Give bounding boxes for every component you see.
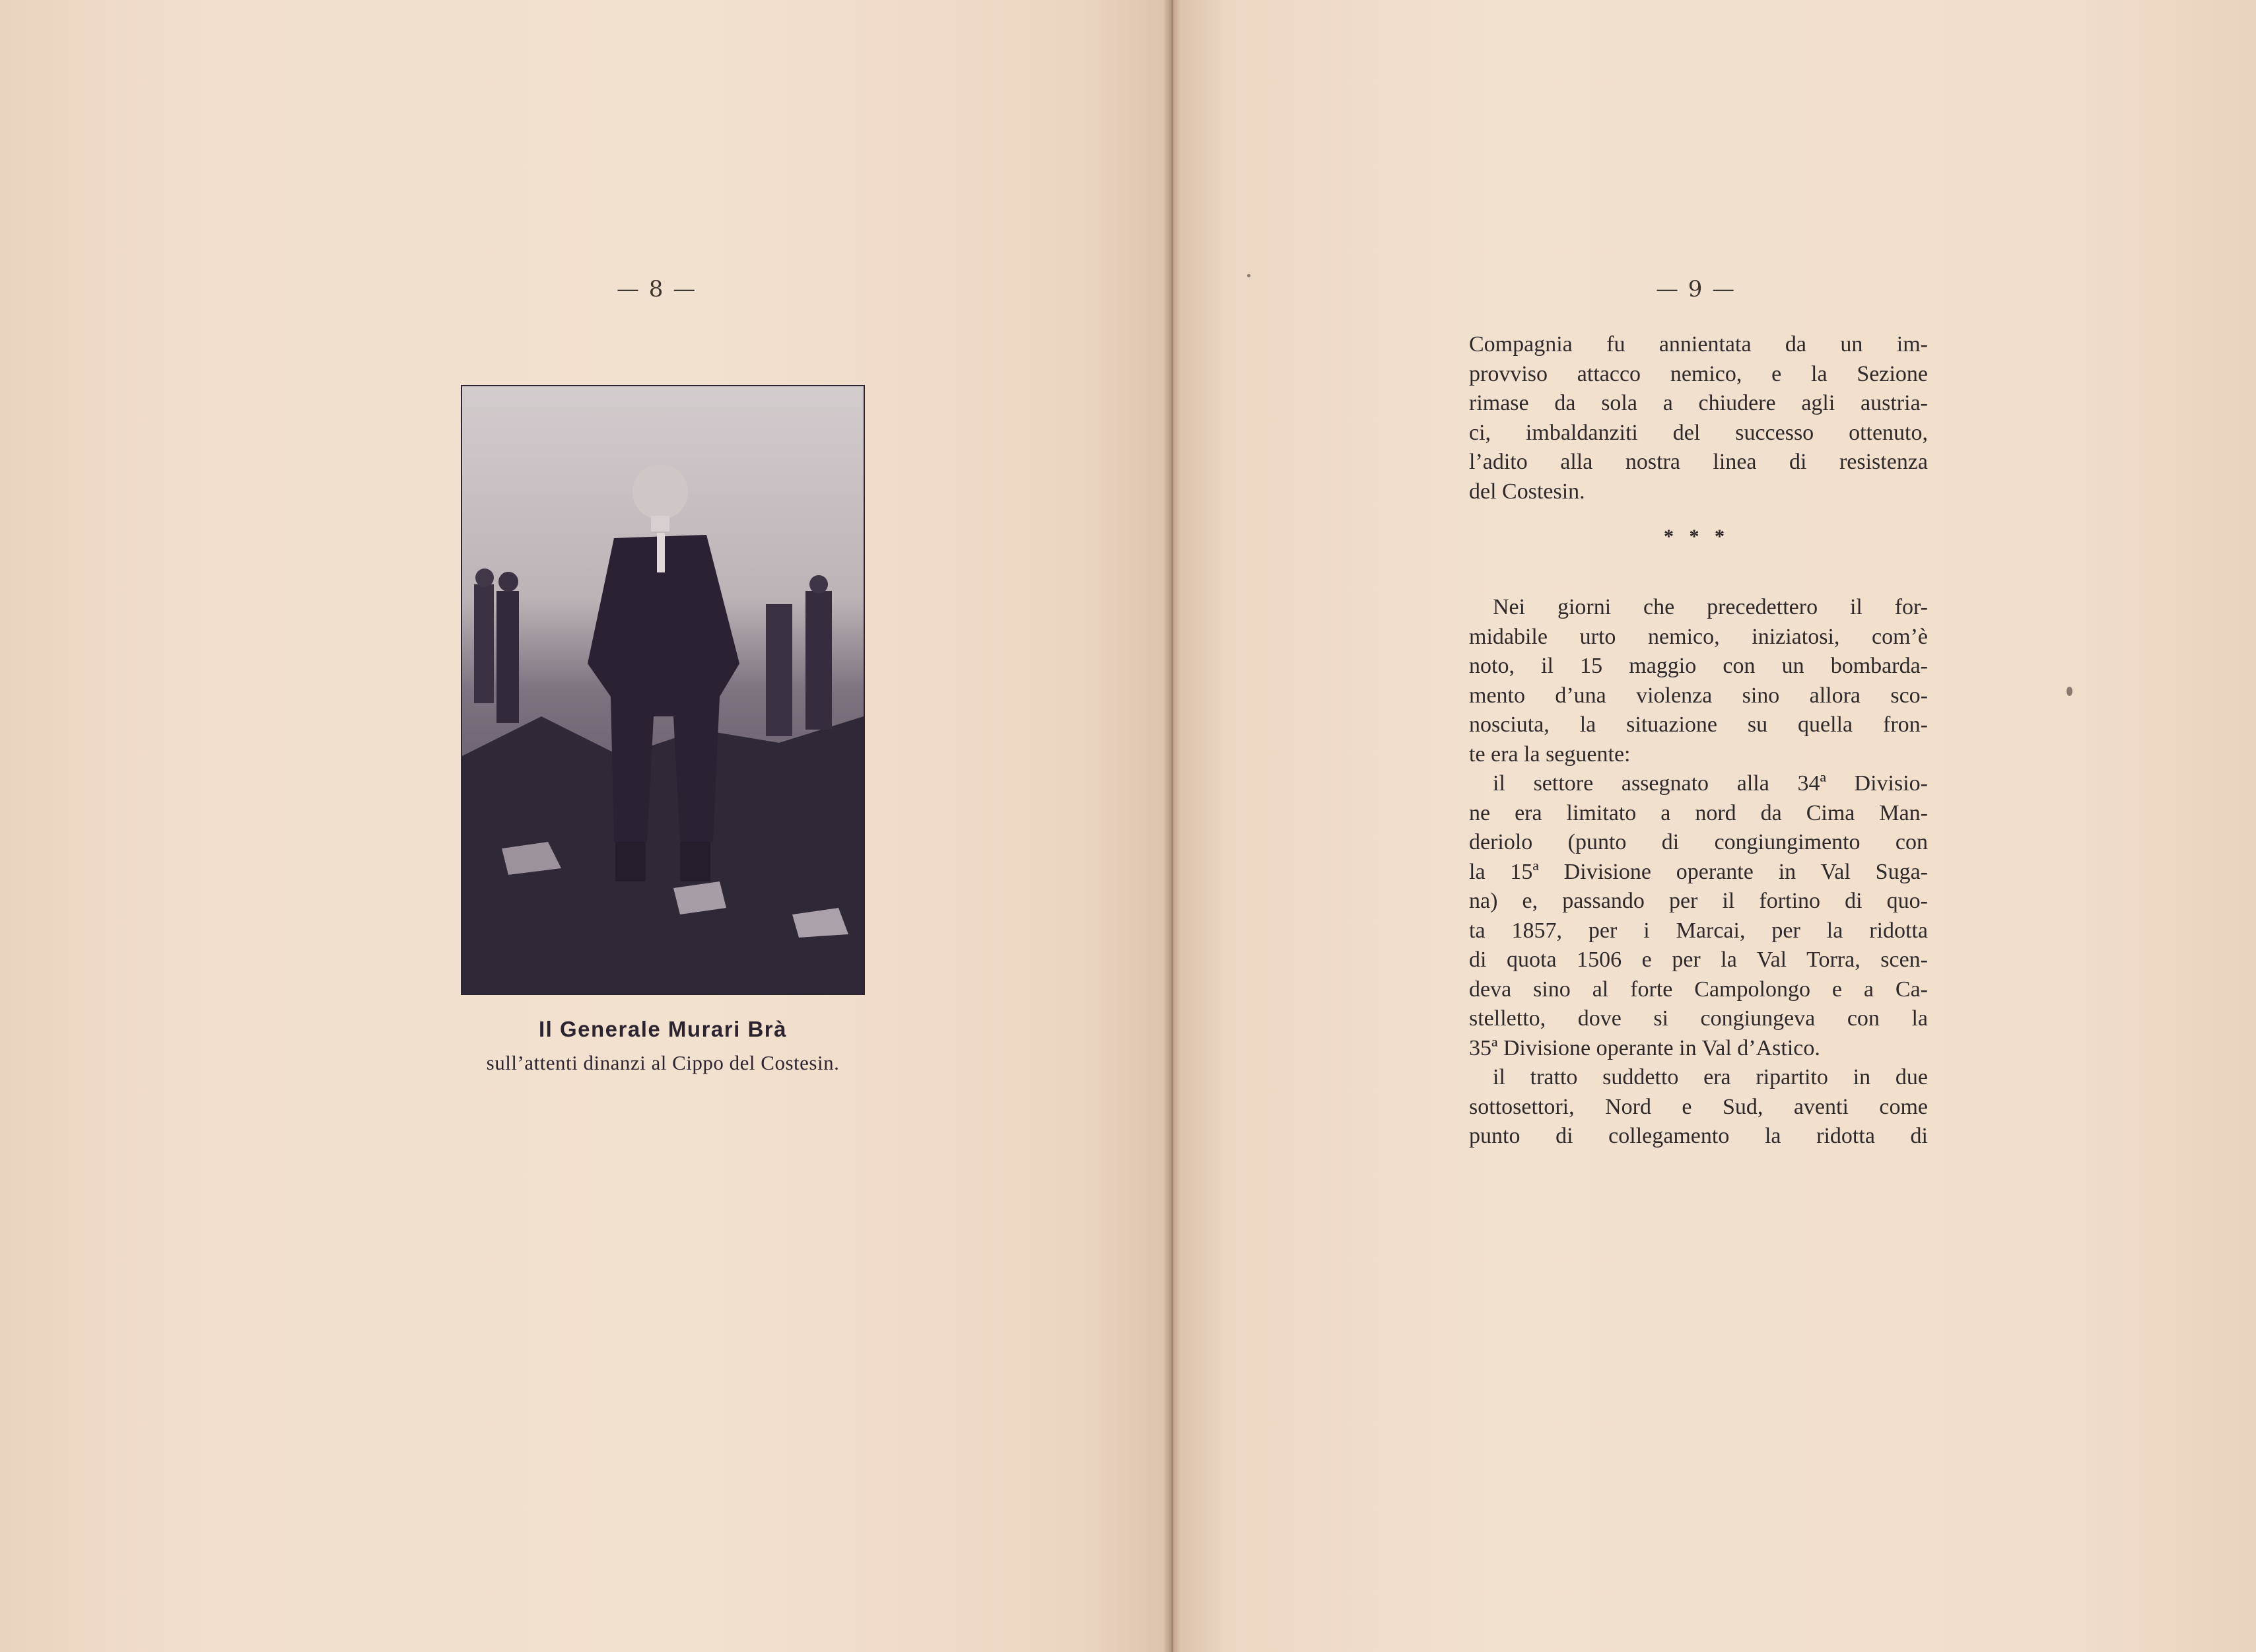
photo-caption-title: Il Generale Murari Brà: [539, 1017, 787, 1041]
text-line: midabile urto nemico, iniziatosi, com’è: [1469, 624, 1928, 649]
text-line: ci, imbaldanziti del successo ottenuto,: [1469, 420, 1928, 445]
text-line: provviso attacco nemico, e la Sezione: [1469, 361, 1928, 386]
text-line: sottosettori, Nord e Sud, aventi come: [1469, 1094, 1928, 1119]
text-line: l’adito alla nostra linea di resistenza: [1469, 450, 1928, 474]
text-line: deva sino al forte Campolongo e a Ca-: [1469, 977, 1928, 1002]
text-line: rimase da sola a chiudere agli austria-: [1469, 391, 1928, 415]
paragraph-main: [1469, 593, 1928, 1152]
page-number-right: — 9 —: [1656, 276, 1736, 302]
paragraph-continuation: [1469, 330, 1928, 506]
text-line: il settore assegnato alla 34ª Divisio-: [1493, 771, 1928, 796]
section-separator: * * *: [1664, 526, 1730, 547]
text-line: il tratto suddetto era ripartito in due: [1493, 1065, 1928, 1089]
text-line: ne era limitato a nord da Cima Man-: [1469, 800, 1928, 825]
paper-speck: [2067, 687, 2072, 696]
text-line: nosciuta, la situazione su quella fron-: [1469, 712, 1928, 737]
text-line: punto di collegamento la ridotta di: [1469, 1124, 1928, 1148]
text-line: la 15ª Divisione operante in Val Suga-: [1469, 859, 1928, 884]
text-line: mento d’una violenza sino allora sco-: [1469, 683, 1928, 708]
text-line: Nei giorni che precedettero il for-: [1493, 595, 1928, 619]
page-number-left: — 8 —: [617, 276, 697, 302]
text-line: del Costesin.: [1469, 479, 1585, 504]
text-line: deriolo (punto di congiungimento con: [1469, 830, 1928, 854]
text-line: noto, il 15 maggio con un bombarda-: [1469, 654, 1928, 678]
text-line: stelletto, dove si congiungeva con la: [1469, 1006, 1928, 1031]
text-line: Compagnia fu annientata da un im-: [1469, 332, 1928, 357]
text-line: ta 1857, per i Marcai, per la ridotta: [1469, 918, 1928, 943]
text-line: di quota 1506 e per la Val Torra, scen-: [1469, 947, 1928, 972]
photo-illustration: [462, 386, 864, 994]
photo-caption-subtitle: sull’attenti dinanzi al Cippo del Costesin.: [486, 1051, 840, 1074]
book-gutter: [1163, 0, 1180, 1652]
text-line: na) e, passando per il fortino di quo-: [1469, 889, 1928, 913]
paper-speck: [1247, 274, 1250, 277]
general-photograph: [461, 385, 865, 995]
text-line: 35ª Divisione operante in Val d’Astico.: [1469, 1035, 1820, 1060]
text-line: te era la seguente:: [1469, 741, 1631, 767]
